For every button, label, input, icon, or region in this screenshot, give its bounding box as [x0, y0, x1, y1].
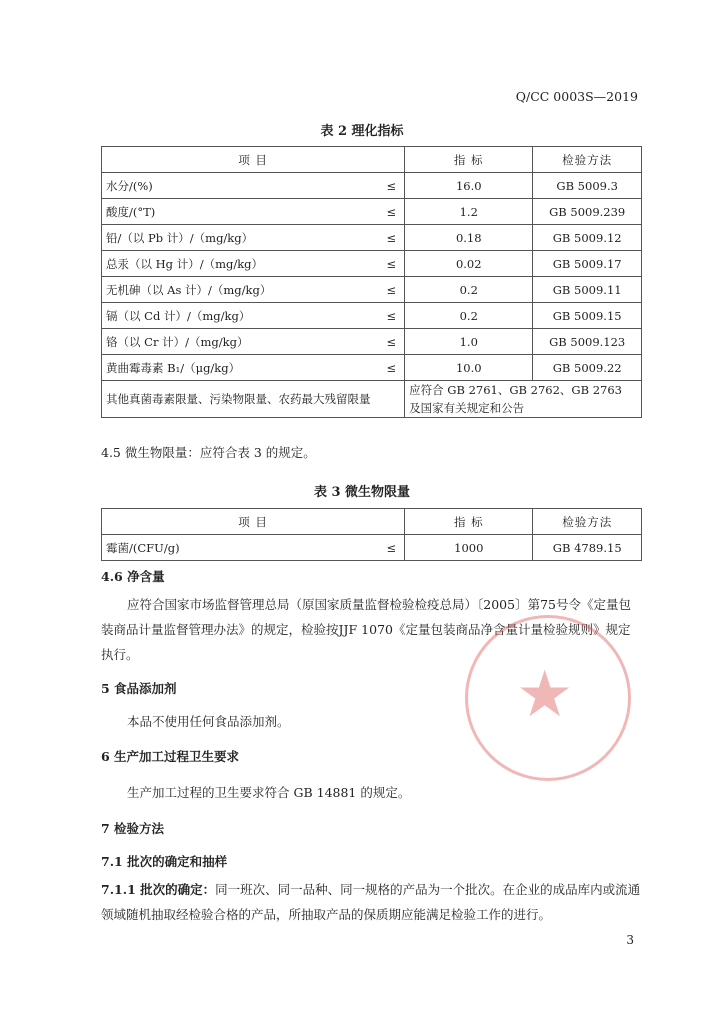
page-number: 3: [626, 933, 634, 947]
value-cell: 10.0: [405, 355, 533, 381]
method-cell: GB 5009.12: [533, 225, 642, 251]
section-4-6-heading: 4.6 净含量: [101, 569, 165, 584]
item-label: 黄曲霉毒素 B₁/（μg/kg）: [106, 360, 241, 375]
header-item: 项 目: [102, 509, 405, 535]
table-row: [102, 199, 642, 225]
section-7-1-1-label: 7.1.1 批次的确定：: [101, 882, 216, 897]
document-code: Q/CC 0003S—2019: [515, 89, 638, 104]
company-seal-stamp: [465, 615, 631, 781]
table-row: [102, 173, 642, 199]
method-cell: GB 5009.239: [533, 199, 642, 225]
method-cell: GB 4789.15: [533, 535, 642, 561]
le-symbol: ≤: [386, 282, 397, 297]
method-cell: GB 5009.3: [533, 173, 642, 199]
le-symbol: ≤: [386, 540, 397, 555]
value-cell: 16.0: [405, 173, 533, 199]
table3-microbial: [101, 508, 642, 561]
section-4-5: 4.5 微生物限量：应符合表 3 的规定。: [101, 445, 316, 460]
section-6-text: 生产加工过程的卫生要求符合 GB 14881 的规定。: [127, 785, 411, 800]
header-method: 检验方法: [533, 509, 642, 535]
header-value: 指 标: [405, 509, 533, 535]
le-symbol: ≤: [386, 308, 397, 323]
table-row: [102, 225, 642, 251]
value-cell: 1000: [405, 535, 533, 561]
value-cell: 1.2: [405, 199, 533, 225]
method-cell: GB 5009.11: [533, 277, 642, 303]
le-symbol: ≤: [386, 178, 397, 193]
header-method: 检验方法: [533, 147, 642, 173]
table-row: [102, 303, 642, 329]
section-5-text: 本品不使用任何食品添加剂。: [127, 714, 290, 729]
le-symbol: ≤: [386, 204, 397, 219]
le-symbol: ≤: [386, 230, 397, 245]
section-5-heading: 5 食品添加剂: [101, 681, 177, 696]
le-symbol: ≤: [386, 334, 397, 349]
table-header-row: [102, 509, 642, 535]
le-symbol: ≤: [386, 360, 397, 375]
value-cell: 0.2: [405, 303, 533, 329]
value-cell: 0.18: [405, 225, 533, 251]
item-label: 酸度/(°T): [106, 204, 156, 219]
method-cell: GB 5009.22: [533, 355, 642, 381]
item-label: 无机砷（以 As 计）/（mg/kg）: [106, 282, 272, 297]
table-row: [102, 329, 642, 355]
item-label: 铅/（以 Pb 计）/（mg/kg）: [106, 230, 254, 245]
star-icon: ★: [516, 658, 574, 732]
value-cell: 0.2: [405, 277, 533, 303]
table-row: [102, 381, 642, 418]
table2-caption: 表 2 理化指标: [320, 124, 404, 139]
table-header-row: [102, 147, 642, 173]
section-7-1-heading: 7.1 批次的确定和抽样: [101, 854, 228, 869]
table-row: [102, 355, 642, 381]
method-cell: GB 5009.15: [533, 303, 642, 329]
method-cell: GB 5009.17: [533, 251, 642, 277]
table-row: [102, 535, 642, 561]
header-value: 指 标: [405, 147, 533, 173]
table-row: [102, 251, 642, 277]
value-cell: 0.02: [405, 251, 533, 277]
merged-requirement-cell: 应符合 GB 2761、GB 2762、GB 2763 及国家有关规定和公告: [405, 381, 642, 418]
item-label: 总汞（以 Hg 计）/（mg/kg）: [106, 256, 264, 271]
section-7-1-1: [101, 877, 641, 927]
method-cell: GB 5009.123: [533, 329, 642, 355]
item-label: 铬（以 Cr 计）/（mg/kg）: [106, 334, 249, 349]
value-cell: 1.0: [405, 329, 533, 355]
table-row: [102, 277, 642, 303]
section-6-heading: 6 生产加工过程卫生要求: [101, 749, 240, 764]
header-item: 项 目: [102, 147, 405, 173]
table2-physicochemical: [101, 146, 642, 418]
section-7-1-1-text: 同一班次、同一品种、同一规格的产品为一个批次。在企业的成品库内或流通领域随机抽取经检验合格的产品，所抽取产品的保质期应能满足检验工作的进行。: [101, 882, 641, 922]
le-symbol: ≤: [386, 256, 397, 271]
item-label: 水分/(%): [106, 178, 153, 193]
item-label: 霉菌/(CFU/g): [106, 540, 180, 555]
item-label: 镉（以 Cd 计）/（mg/kg）: [106, 308, 251, 323]
table3-caption: 表 3 微生物限量: [313, 485, 411, 500]
section-7-heading: 7 检验方法: [101, 821, 165, 836]
section-4-6-text: 应符合国家市场监督管理总局（原国家质量监督检验检疫总局）〔2005〕第75号令《定量包装商品计量监督管理办法》的规定，检验按JJF 1070《定量包装商品净含量计量检验规则》规定执行。: [101, 597, 631, 662]
item-label: 其他真菌毒素限量、污染物限量、农药最大残留限量: [102, 381, 405, 418]
